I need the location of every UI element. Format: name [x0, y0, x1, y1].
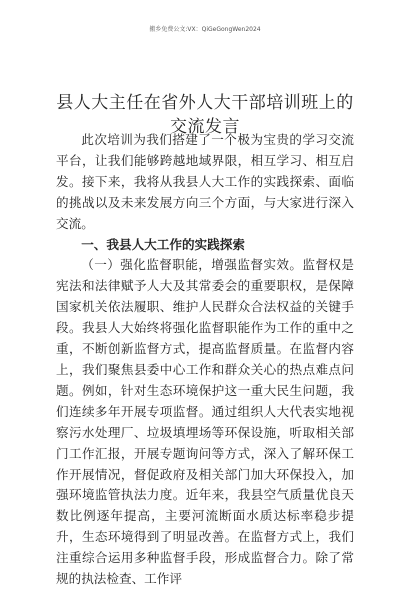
section-heading: 一、我县人大工作的实践探索 [81, 236, 245, 252]
document-title: 县人大主任在省外人大干部培训班上的交流发言 [56, 93, 354, 138]
page-header: 搬乡免费公文:VX：QiGeGongWen2024 [149, 26, 261, 33]
document-body [56, 130, 354, 590]
body-paragraph: （一）强化监督职能，增强监督实效。监督权是宪法和法律赋予人大及其常委会的重要职权，是保障国家机关依法履职、维护人民群众合法权益的关键手段。我县人大始终将强化监督职能作为工作的重中之重，不断创新监督方式，提高监督质量。在监督内容上，我们聚焦县委中心工作和群众关心的热点难点问题。例如，针对生态环境保护这一重大民生问题，我们连续多年开展专项监督。通过组织人大代表实地视察污水处理厂、垃圾填埋场等环保设施，听取相关部门工作汇报，开展专题询问等方式，深入了解环保工作开展情况，督促政府及相关部门加大环保投入，加强环境监管执法力度。近年来，我县空气质量优良天数比例逐年提高，主要河流断面水质达标率稳步提升，生态环境得到了明显改善。在监督方式上，我们注重综合运用多种监督手段，形成监督合力。除了常规的执法检查、工作评 [56, 257, 354, 587]
intro-paragraph: 此次培训为我们搭建了一个极为宝贵的学习交流平台，让我们能够跨越地域界限，相互学习、相互启发。接下来，我将从我县人大工作的实践探索、面临的挑战以及未来发展方向三个方面，与大家进行深入交流。 [56, 132, 354, 231]
